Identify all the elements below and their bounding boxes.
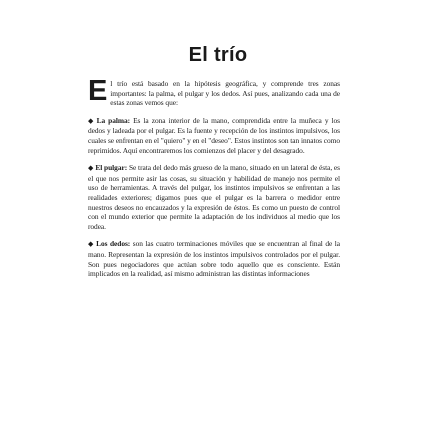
page-title: El trío (188, 44, 248, 66)
intro-text: l trío está basado en la hipótesis geográfica, y comprende tres zonas importantes: la palma, el pulgar y los dedos. Así pues, analizando cada una de estas zonas vemos que: (110, 79, 340, 108)
section-label: El pulgar: (95, 163, 128, 173)
section-label: Los dedos: (96, 239, 131, 249)
section-text: Es la zona interior de la mano, comprendida entre la muñeca y los dedos y ladeada por el pulgar. Es la fuente y recepción de los instintos impulsivos, los cuales se enfrentan en el "quiero" y en el "deseo". Estos instintos son tan innatos como reprimidos. Aquí encontraremos los comienzos del placer y del desagrado. (88, 115, 340, 155)
section-palma (88, 116, 340, 155)
diamond-bullet-icon: ◆ (88, 164, 94, 173)
section-label: La palma: (96, 115, 131, 125)
section-pulgar (88, 163, 340, 231)
diamond-bullet-icon: ◆ (88, 116, 95, 125)
section-text: Se trata del dedo más grueso de la mano, situado en un lateral de ésta, es el que nos permite asir las cosas, su situación y habilidad de manejo nos permite el uso de herramientas. A través del pulgar, los instintos impulsivos se enfrentan a las realidades exteriores; digamos pues que el pulgar es la barrera o medidor entre nuestros deseos no encauzados y la expresión de éstos. Es como un puesto de control con el mundo exterior que permite la adaptación de los individuos al medio que los rodea. (88, 163, 340, 231)
intro-paragraph (88, 75, 340, 108)
book-page (88, 44, 340, 287)
diamond-bullet-icon: ◆ (88, 240, 95, 249)
drop-cap: E (88, 75, 108, 107)
section-text: son las cuatro terminaciones móviles que se encuentran al final de la mano. Representan la expresión de los instintos impulsivos controlados por el pulgar. Son pues negociadores que actúan sobre todo aquello que es consciente. Están implicados en la realidad, así mismo administran las distintas informaciones (88, 239, 340, 279)
section-dedos (88, 239, 340, 278)
